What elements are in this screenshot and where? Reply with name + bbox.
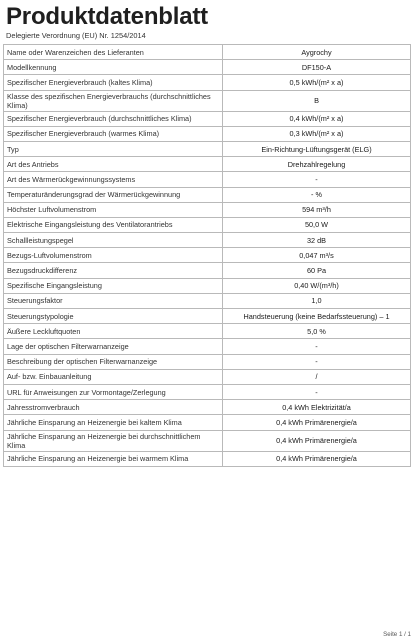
table-row [4, 141, 411, 156]
row-value: 0,40 W/(m³/h) [223, 278, 411, 293]
row-label: Bezugsdruckdifferenz [4, 263, 223, 278]
row-label: Spezifische Eingangsleistung [4, 278, 223, 293]
row-value: 32 dB [223, 233, 411, 248]
row-value: 0,4 kWh/(m² x a) [223, 111, 411, 126]
row-label: Spezifischer Energieverbrauch (durchschnittliches Klima) [4, 111, 223, 126]
row-value: - [223, 172, 411, 187]
row-value: 50,0 W [223, 217, 411, 232]
table-row [4, 263, 411, 278]
row-value: 60 Pa [223, 263, 411, 278]
table-row [4, 415, 411, 430]
page-title: Produktdatenblatt [6, 3, 208, 30]
row-label: Steuerungstypologie [4, 309, 223, 324]
row-label: Modellkennung [4, 60, 223, 75]
table-row [4, 157, 411, 172]
row-value: - [223, 354, 411, 369]
row-value: DF150-A [223, 60, 411, 75]
row-label: Art des Wärmerückgewinnungssystems [4, 172, 223, 187]
row-value: / [223, 369, 411, 384]
row-value: Handsteuerung (keine Bedarfssteuerung) – 1 [223, 309, 411, 324]
row-label: Höchster Luftvolumenstrom [4, 202, 223, 217]
row-label: Spezifischer Energieverbrauch (kaltes Klima) [4, 75, 223, 90]
table-row [4, 233, 411, 248]
row-label: Temperaturänderungsgrad der Wärmerückgewinnung [4, 187, 223, 202]
table-row [4, 339, 411, 354]
row-value: - [223, 339, 411, 354]
row-label: Elektrische Eingangsleistung des Ventilatorantriebs [4, 217, 223, 232]
row-label: Bezugs-Luftvolumenstrom [4, 248, 223, 263]
table-row [4, 187, 411, 202]
table-row [4, 90, 411, 111]
table-row [4, 111, 411, 126]
row-label: Äußere Leckluftquoten [4, 324, 223, 339]
row-label: Klasse des spezifischen Energieverbrauchs (durchschnittliches Klima) [4, 90, 223, 111]
row-label: Schallleistungspegel [4, 233, 223, 248]
row-label: Spezifischer Energieverbrauch (warmes Klima) [4, 126, 223, 141]
row-label: URL für Anweisungen zur Vormontage/Zerlegung [4, 384, 223, 399]
regulation-subtitle: Delegierte Verordnung (EU) Nr. 1254/2014 [6, 31, 146, 40]
row-value: Ein-Richtung-Lüftungsgerät (ELG) [223, 141, 411, 156]
row-value: 0,4 kWh Elektrizität/a [223, 400, 411, 415]
row-label: Jährliche Einsparung an Heizenergie bei warmem Klima [4, 451, 223, 466]
table-row [4, 451, 411, 466]
row-label: Steuerungsfaktor [4, 293, 223, 308]
row-label: Art des Antriebs [4, 157, 223, 172]
row-label: Name oder Warenzeichen des Lieferanten [4, 45, 223, 60]
row-label: Auf- bzw. Einbauanleitung [4, 369, 223, 384]
row-value: - [223, 384, 411, 399]
row-value: 0,3 kWh/(m² x a) [223, 126, 411, 141]
table-row [4, 354, 411, 369]
table-row [4, 293, 411, 308]
row-value: Drehzahlregelung [223, 157, 411, 172]
table-row [4, 278, 411, 293]
row-label: Typ [4, 141, 223, 156]
row-label: Jährliche Einsparung an Heizenergie bei kaltem Klima [4, 415, 223, 430]
table-row [4, 202, 411, 217]
row-value: 594 m³/h [223, 202, 411, 217]
row-value: 5,0 % [223, 324, 411, 339]
product-data-table [3, 44, 411, 467]
row-value: B [223, 90, 411, 111]
table-row [4, 309, 411, 324]
row-value: 1,0 [223, 293, 411, 308]
row-label: Jährliche Einsparung an Heizenergie bei durchschnittlichem Klima [4, 430, 223, 451]
table-row [4, 324, 411, 339]
product-data-table-body [4, 45, 411, 467]
table-row [4, 400, 411, 415]
row-value: 0,5 kWh/(m² x a) [223, 75, 411, 90]
table-row [4, 172, 411, 187]
row-label: Beschreibung der optischen Filterwarnanzeige [4, 354, 223, 369]
row-value: 0,4 kWh Primärenergie/a [223, 430, 411, 451]
table-row [4, 369, 411, 384]
row-value: 0,4 kWh Primärenergie/a [223, 415, 411, 430]
row-value: 0,4 kWh Primärenergie/a [223, 451, 411, 466]
row-value: - % [223, 187, 411, 202]
table-row [4, 248, 411, 263]
table-row [4, 60, 411, 75]
table-row [4, 75, 411, 90]
table-row [4, 126, 411, 141]
table-row [4, 384, 411, 399]
row-label: Lage der optischen Filterwarnanzeige [4, 339, 223, 354]
table-row [4, 430, 411, 451]
row-label: Jahresstromverbrauch [4, 400, 223, 415]
row-value: 0,047 m³/s [223, 248, 411, 263]
table-row [4, 45, 411, 60]
table-row [4, 217, 411, 232]
row-value: Aygrochy [223, 45, 411, 60]
page-number: Seite 1 / 1 [383, 631, 411, 638]
